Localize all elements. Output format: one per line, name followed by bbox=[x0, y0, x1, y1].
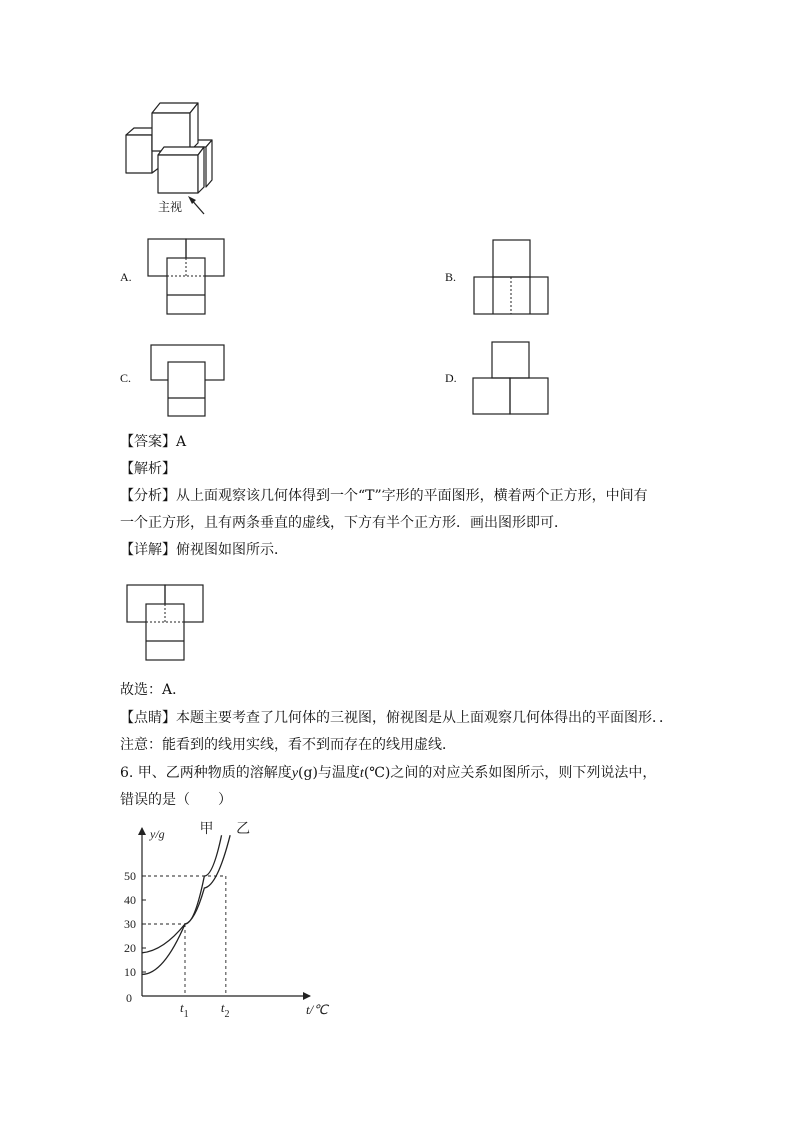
question6-line1 bbox=[120, 763, 656, 784]
option-b-label: B. bbox=[445, 270, 457, 284]
option-a-label: A. bbox=[120, 270, 132, 284]
var-y: y bbox=[291, 766, 299, 781]
y-axis-label: y/g bbox=[150, 827, 165, 841]
comment-line2: 注意：能看到的线用实线，看不到而存在的线用虚线． bbox=[120, 737, 456, 753]
detail-line: 【详解】俯视图如图所示． bbox=[120, 542, 288, 558]
x-axis-label: t/℃ bbox=[306, 1002, 328, 1017]
origin-label: 0 bbox=[126, 991, 132, 1005]
answer-line: 【答案】A bbox=[120, 434, 187, 450]
x-tick-label: $t_1$ bbox=[180, 1000, 189, 1020]
option-b-figure bbox=[473, 239, 551, 317]
option-c-label: C. bbox=[120, 371, 132, 385]
comment-line1: 【点睛】本题主要考查了几何体的三视图，俯视图是从上面观察几何体得出的平面图形．． bbox=[120, 710, 673, 726]
y-tick-label: 40 bbox=[124, 893, 136, 907]
series-line-1 bbox=[142, 835, 222, 974]
x-tick-label: $t_2$ bbox=[220, 1000, 230, 1020]
question6-part1: 6. 甲、乙两种物质的溶解度 bbox=[120, 765, 292, 781]
series-label-2: 乙 bbox=[236, 821, 251, 838]
choose-line: 故选：A． bbox=[120, 682, 187, 698]
series-label-1: 甲 bbox=[199, 821, 214, 838]
y-tick-label: 10 bbox=[124, 965, 136, 979]
question6-part2: 与温度 bbox=[317, 765, 360, 781]
analysis-text-line1: 【分析】从上面观察该几何体得到一个“T”字形的平面图形，横着两个正方形，中间有 bbox=[120, 488, 648, 504]
question6-line2: 错误的是（ ） bbox=[120, 792, 232, 808]
option-a-figure bbox=[147, 238, 227, 316]
y-tick-label: 50 bbox=[124, 869, 136, 883]
unit-g: (g) bbox=[298, 765, 318, 781]
option-c-figure bbox=[150, 344, 226, 418]
y-tick-label: 20 bbox=[124, 941, 136, 955]
option-d-label: D. bbox=[445, 371, 457, 385]
analysis-text-line2: 一个正方形，且有两条垂直的虚线，下方有半个正方形．画出图形即可． bbox=[120, 515, 568, 531]
y-tick-label: 30 bbox=[124, 917, 136, 931]
solubility-chart bbox=[110, 822, 350, 1022]
var-t: t bbox=[359, 766, 364, 781]
analysis-heading: 【解析】 bbox=[120, 461, 176, 477]
option-d-figure bbox=[472, 341, 550, 417]
top-view-figure bbox=[126, 584, 206, 662]
question6-part3: 之间的对应关系如图所示，则下列说法中， bbox=[390, 765, 657, 781]
front-view-caption: 主视 bbox=[158, 200, 183, 214]
unit-c: (℃) bbox=[363, 765, 391, 781]
